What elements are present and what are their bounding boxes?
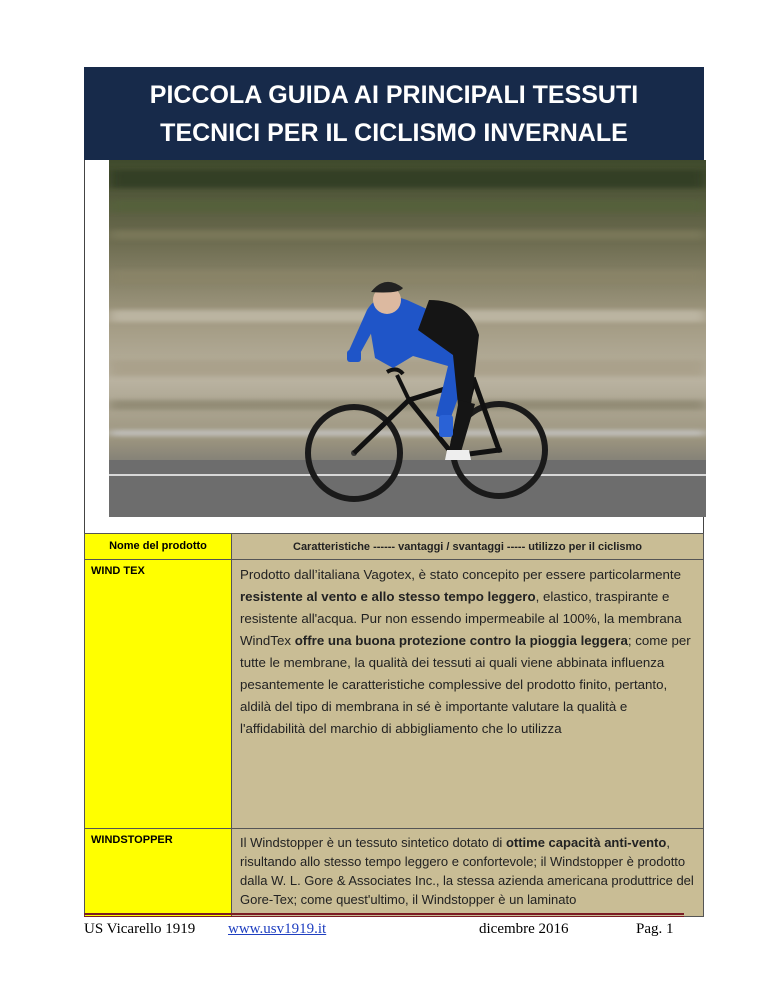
text-segment: ; come per tutte le membrane, la qualità dei tessuti ai quali viene abbinata influenza pesantemente le caratteristiche complessive del prodotto finito, pertanto, aldilà del tipo di membrana in sé è importante valutare la qualità e l'affidabilità del marchio di abbigliamento che lo utilizza	[240, 633, 691, 736]
bold-text: ottime capacità anti-vento	[505, 835, 667, 850]
cyclist-photo-svg	[109, 160, 706, 517]
title-line-1: PICCOLA GUIDA AI PRINCIPALI TESSUTI	[149, 81, 639, 109]
product-description-windtex	[232, 560, 704, 829]
footer-rule	[84, 913, 684, 915]
product-name-windtex: WIND TEX	[85, 560, 232, 829]
table-row	[85, 829, 704, 917]
text-segment: Il Windstopper è un tessuto sintetico dotato di	[240, 835, 506, 850]
text-segment: Prodotto dall’italiana Vagotex, è stato concepito per essere particolarmente	[240, 567, 682, 582]
title-banner	[84, 67, 704, 160]
header-product-name: Nome del prodotto	[85, 534, 232, 560]
product-description-windstopper	[232, 829, 704, 917]
title-line-2: TECNICI PER IL CICLISMO INVERNALE	[160, 119, 628, 147]
footer-website-link[interactable]: www.usv1919.it	[228, 921, 327, 937]
cyclist-photo	[109, 160, 706, 517]
footer-page-number: Pag. 1	[636, 921, 674, 937]
product-name-windstopper: WINDSTOPPER	[85, 829, 232, 917]
footer-rule-thin	[84, 916, 684, 917]
table-row	[85, 560, 704, 829]
bold-text: offre una buona protezione contro la pioggia leggera	[294, 633, 628, 648]
table-header-row	[85, 534, 704, 560]
text-segment: , risultando allo stesso tempo leggero e confortevole; il Windstopper è prodotto dalla W. L. Gore & Associates Inc., la stessa azienda americana produttrice del Gore-Tex; come quest'ultimo, il Windstopper è un laminato	[240, 835, 694, 907]
footer-date: dicembre 2016	[479, 921, 569, 937]
product-table	[84, 533, 704, 917]
header-characteristics: Caratteristiche ------ vantaggi / svantaggi ----- utilizzo per il ciclismo	[232, 534, 704, 560]
footer-organization: US Vicarello 1919	[84, 921, 196, 937]
text-segment: , elastico, traspirante e resistente all'acqua. Pur non essendo impermeabile al 100%, la membrana WindTex	[240, 589, 682, 648]
bold-text: resistente al vento e allo stesso tempo leggero	[240, 589, 536, 604]
